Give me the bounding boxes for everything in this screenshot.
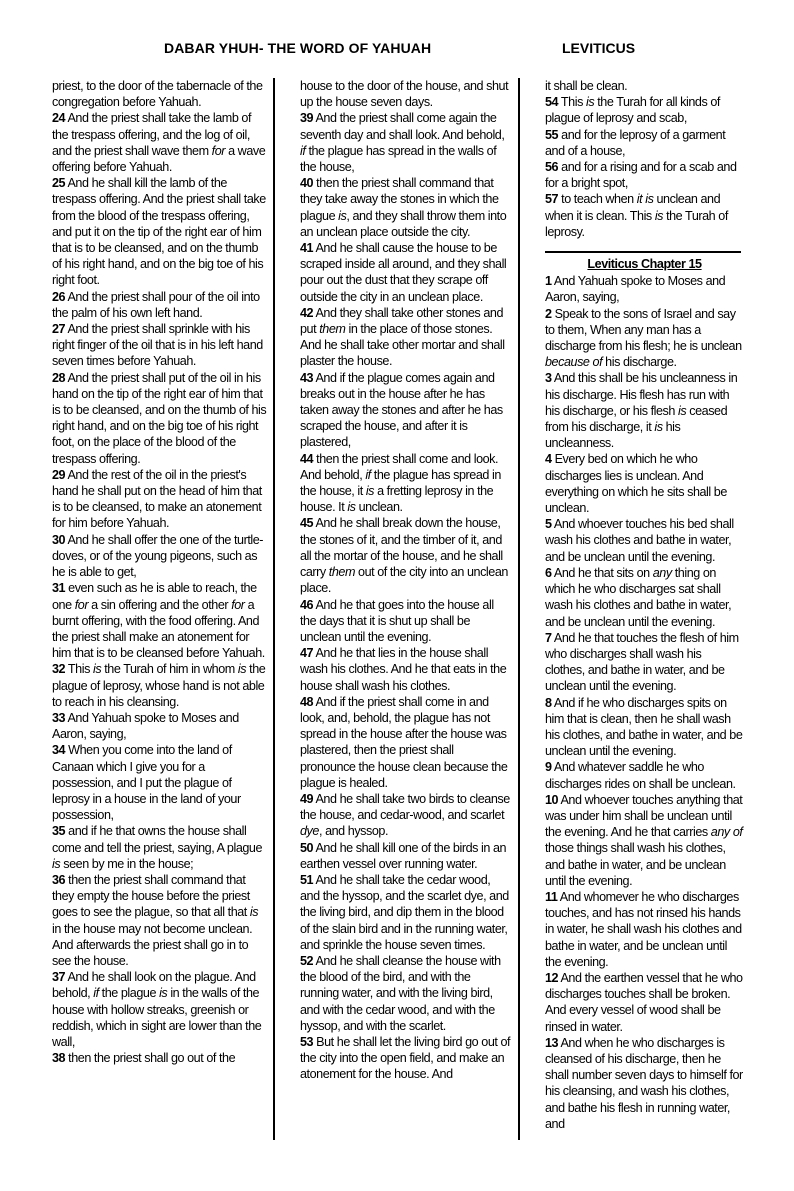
italic-word: for [231, 597, 245, 612]
verse: 45 And he shall break down the house, the stones of it, and the timber of it, and all the mortar of the house, and he shall carry them out of the city into an unclean place. [300, 516, 508, 596]
verse-number: 4 [545, 452, 552, 467]
verse: house to the door of the house, and shut up the house seven days. [300, 79, 509, 110]
book-name: LEVITICUS [562, 40, 636, 56]
italic-word: is [365, 484, 375, 499]
verse-number: 13 [545, 1035, 559, 1050]
italic-word: is [52, 856, 61, 871]
verse: 9 And whatever saddle he who discharges rides on shall be unclean. [545, 760, 736, 791]
italic-word: any [710, 825, 730, 840]
italic-word: if [365, 467, 371, 482]
italic-word: of [732, 825, 743, 840]
italic-word: is [678, 403, 687, 418]
verse: 46 And he that goes into the house all the days that it is shut up shall be unclean until the evening. [300, 597, 494, 644]
column-divider [518, 78, 520, 1140]
verse: 33 And Yahuah spoke to Moses and Aaron, saying, [52, 710, 239, 742]
page-header [0, 40, 794, 60]
verse: 49 And he shall take two birds to cleanse the house, and cedar-wood, and scarlet dye, and hyssop. [300, 791, 510, 839]
verse: 43 And if the plague comes again and breaks out in the house after he has taken away the stones and after he has scraped the house, and after it is plastered, [300, 370, 503, 450]
italic-word: for [211, 143, 226, 158]
verse-number: 54 [545, 95, 559, 110]
verse: 36 then the priest shall command that they empty the house before the priest goes to see the plague, so that all that is in the house may not become unclean. And afterwards the priest shall go in to see the house. [52, 872, 259, 968]
italic-word: is [159, 986, 168, 1001]
verse: it shall be clean. [545, 79, 628, 93]
verse: 27 And the priest shall sprinkle with his right finger of the oil that is in his left hand seven times before Yahuah. [52, 322, 263, 369]
verse: 30 And he shall offer the one of the turtle-doves, or of the young pigeons, such as he is able to get, [52, 532, 264, 580]
chapter-title: Leviticus Chapter 15 [587, 257, 702, 272]
verse: 28 And the priest shall put of the oil in his hand on the tip of the right ear of him that is to be cleansed, and on the thumb of his right hand, and on the big toe of his right foot, on the place of the blood of the trespass offering. [52, 370, 267, 466]
verse-number: 38 [52, 1051, 66, 1066]
chapter-15-verses [545, 273, 744, 1132]
verse-number: 7 [545, 630, 552, 645]
verse: 38 then the priest shall go out of the [52, 1051, 236, 1066]
italic-word: is [237, 662, 247, 677]
verse-number: 50 [300, 840, 314, 855]
verse-number: 49 [300, 791, 314, 806]
italic-word: any [652, 565, 672, 580]
verse-number: 1 [545, 274, 552, 289]
chapter-divider [545, 251, 741, 253]
verse-number: 11 [545, 889, 558, 904]
italic-word: is [585, 95, 595, 110]
verse-number: 33 [52, 710, 66, 725]
verse: 7 And he that touches the flesh of him who discharges shall wash his clothes, and bathe in water, and be unclean until the evening. [545, 630, 739, 694]
verse: 40 then the priest shall command that they take away the stones in which the plague is, and they shall throw them into an unclean place outside the city. [300, 176, 507, 239]
verse: 32 This is the Turah of him in whom is the plague of leprosy, whose hand is not able to reach in his cleansing. [52, 662, 266, 709]
verse-number: 12 [545, 970, 559, 985]
verse: 42 And they shall take other stones and put them in the place of those stones. And he shall take other mortar and shall plaster the house. [300, 305, 505, 369]
verse: 55 and for the leprosy of a garment and of a house, [545, 127, 726, 158]
verse-number: 39 [300, 111, 314, 126]
verse-number: 37 [52, 970, 66, 985]
verse: 10 And whoever touches anything that was under him shall be unclean until the evening. And he that carries any of those things shall wash his clothes, and bathe in water, and be unclean until the evening. [545, 792, 743, 888]
verse: 11 And whomever he who discharges touches, and has not rinsed his hands in water, he shall wash his clothes and bathe in water, and be unclean until the evening. [545, 889, 742, 969]
verse: 35 and if he that owns the house shall come and tell the priest, saying, A plague is seen by me in the house; [52, 824, 263, 871]
italic-word: it is [636, 192, 654, 207]
verse-number: 51 [300, 872, 314, 887]
verse: 48 And if the priest shall come in and look, and, behold, the plague has not spread in the house after the house was plastered, then the priest shall pronounce the house clean because the plague is healed. [300, 694, 508, 790]
italic-word: if [300, 143, 306, 158]
verse-number: 5 [545, 517, 552, 532]
verse-number: 25 [52, 176, 66, 191]
verse: 29 And the rest of the oil in the priest's hand he shall put on the head of him that is to be cleansed, to make an atonement for him before Yahuah. [52, 467, 262, 531]
verse: 31 even such as he is able to reach, the one for a sin offering and the other for a burnt offering, with the food offering. And the priest shall make an atonement for him that is to be cleansed before Yahuah. [52, 581, 265, 661]
italic-word: is [338, 208, 347, 223]
italic-word: is [654, 420, 663, 435]
verse: 47 And he that lies in the house shall wash his clothes. And he that eats in the house shall wash his clothes. [300, 646, 507, 693]
verse-number: 30 [52, 532, 66, 547]
text-column-1 [52, 78, 267, 1140]
verse-number: 2 [545, 306, 552, 321]
verse-number: 3 [545, 371, 552, 386]
italic-word: them [319, 322, 346, 337]
verse: 44 then the priest shall come and look. And behold, if the plague has spread in the house, it is a fretting leprosy in the house. It is unclean. [300, 451, 501, 515]
verse-number: 9 [545, 760, 552, 775]
verse-number: 56 [545, 160, 559, 175]
verse-number: 40 [300, 176, 314, 191]
verse: 57 to teach when it is unclean and when it is clean. This is the Turah of leprosy. [545, 192, 728, 239]
verse-number: 57 [545, 192, 559, 207]
verse-number: 24 [52, 111, 66, 126]
verse: 26 And the priest shall pour of the oil into the palm of his own left hand. [52, 289, 260, 320]
verse-number: 8 [545, 695, 552, 710]
verse: 51 And he shall take the cedar wood, and the hyssop, and the scarlet dye, and the living bird, and dip them in the blood of the slain bird and in the running water, and sprinkle the house seven times. [300, 872, 509, 952]
italic-word: is [654, 208, 664, 223]
verse: 54 This is the Turah for all kinds of plague of leprosy and scab, [545, 95, 720, 126]
verse-number: 53 [300, 1034, 314, 1049]
verse: 2 Speak to the sons of Israel and say to them, When any man has a discharge from his flesh; he is unclean because of his discharge. [545, 306, 742, 370]
verse-number: 48 [300, 694, 314, 709]
verse: 37 And he shall look on the plague. And behold, if the plague is in the walls of the house with hollow streaks, greenish or reddish, which in sight are lower than the wall, [52, 970, 262, 1049]
verse: 12 And the earthen vessel that he who discharges touches shall be broken. And every vessel of wood shall be rinsed in water. [545, 970, 743, 1034]
verse: priest, to the door of the tabernacle of the congregation before Yahuah. [52, 79, 263, 110]
verse-number: 6 [545, 565, 552, 580]
verse: 1 And Yahuah spoke to Moses and Aaron, saying, [545, 274, 726, 305]
italic-word: them [328, 565, 355, 580]
verse-number: 52 [300, 953, 314, 968]
verse: 52 And he shall cleanse the house with the blood of the bird, and with the running water, and with the living bird, and with the cedar wood, and with the hyssop, and with the scarlet. [300, 953, 501, 1033]
italic-word: is [347, 500, 356, 515]
verse-number: 27 [52, 322, 66, 337]
running-title: DABAR YHUH- THE WORD OF YAHUAH [164, 40, 432, 56]
italic-word: is [249, 905, 259, 920]
verse-number: 45 [300, 516, 314, 531]
verse: 8 And if he who discharges spits on him that is clean, then he shall wash his clothes, and bathe in water, and be unclean until the evening. [545, 695, 743, 759]
verse: 56 and for a rising and for a scab and for a bright spot, [545, 160, 737, 191]
verse: 50 And he shall kill one of the birds in an earthen vessel over running water. [300, 840, 507, 871]
verse-number: 36 [52, 872, 66, 887]
italic-word: because of [545, 355, 603, 370]
verse-number: 44 [300, 451, 314, 466]
verse: 24 And the priest shall take the lamb of the trespass offering, and the log of oil, and the priest shall wave them for a wave offering before Yahuah. [52, 111, 266, 175]
column-divider [273, 78, 275, 1140]
verse-number: 35 [52, 824, 66, 839]
verse-number: 29 [52, 467, 66, 482]
verse-number: 55 [545, 127, 559, 142]
italic-word: is [92, 662, 102, 677]
verse: 6 And he that sits on any thing on which he who discharges sat shall wash his clothes and bathe in water, and be unclean until the evening. [545, 565, 732, 629]
verse: 41 And he shall cause the house to be scraped inside all around, and they shall pour out the dust that they scrape off outside the city in an unclean place. [300, 241, 507, 304]
verse: 5 And whoever touches his bed shall wash his clothes and bathe in water, and be unclean until the evening. [545, 517, 734, 564]
verse-number: 41 [300, 241, 314, 256]
verse: 34 When you come into the land of Canaan which I give you for a possession, and I put the plague of leprosy in a house in the land of your possession, [52, 743, 241, 823]
verse-number: 26 [52, 289, 66, 304]
italic-word: dye [300, 824, 319, 839]
text-column-3 [545, 78, 744, 1140]
verse-number: 46 [300, 597, 314, 612]
italic-word: if [93, 986, 99, 1001]
text-column-2 [300, 78, 512, 1140]
italic-word: for [74, 597, 89, 612]
verse: 4 Every bed on which he who discharges lies is unclean. And everything on which he sits shall be unclean. [545, 452, 727, 516]
verse-number: 10 [545, 792, 559, 807]
verse: 39 And the priest shall come again the seventh day and shall look. And behold, if the plague has spread in the walls of the house, [300, 111, 505, 175]
verse: 53 But he shall let the living bird go out of the city into the open field, and make an atonement for the house. And [300, 1034, 511, 1082]
chapter-14-ending [545, 78, 744, 240]
verse-number: 28 [52, 370, 66, 385]
verse: 25 And he shall kill the lamb of the trespass offering. And the priest shall take from the blood of the trespass offering, and put it on the tip of the right ear of him that is to be cleansed, and on the thumb of his right hand, and on the big toe of his right foot. [52, 176, 266, 288]
verse-number: 42 [300, 305, 314, 320]
verse-number: 31 [52, 581, 66, 596]
verse-number: 34 [52, 743, 66, 758]
verse: 3 And this shall be his uncleanness in his discharge. His flesh has run with his discharge, or his flesh is ceased from his discharge, it is his uncleanness. [545, 371, 738, 451]
verse-number: 47 [300, 646, 314, 661]
verse: 13 And when he who discharges is cleansed of his discharge, then he shall number seven days to himself for his cleansing, and wash his clothes, and bathe his flesh in running water, and [545, 1035, 743, 1131]
verse-number: 43 [300, 370, 314, 385]
verse-number: 32 [52, 662, 66, 677]
